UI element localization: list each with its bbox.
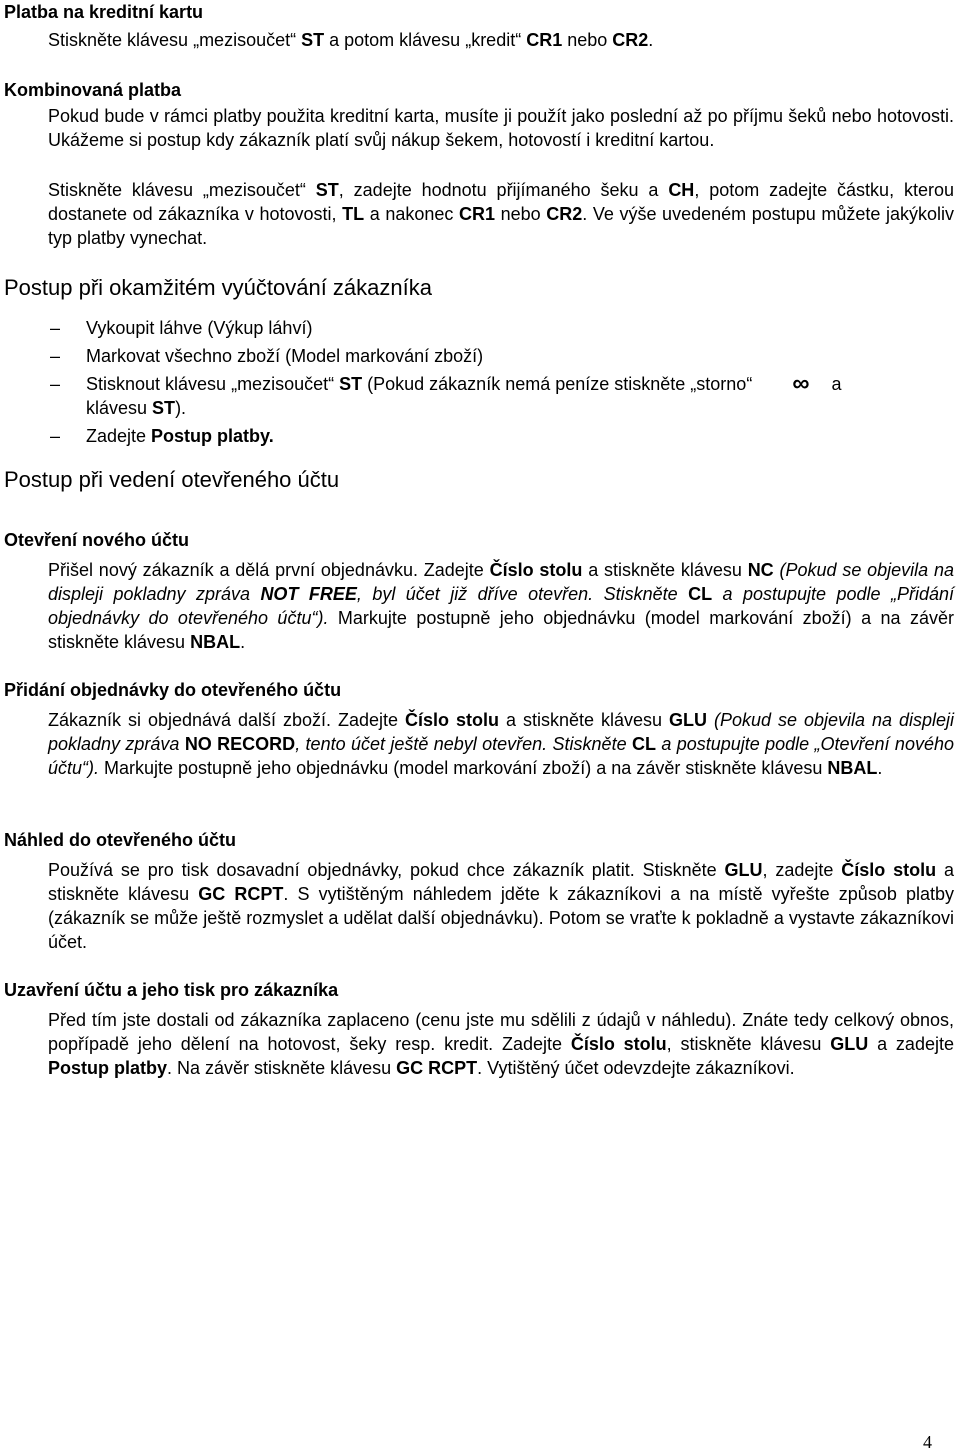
instant-billing-steps [44, 316, 924, 448]
list-item: – Markovat všechno zboží (Model markování zboží) [50, 346, 484, 366]
combined-payment-intro: Pokud bude v rámci platby použita kreditní karta, musíte ji použít jako poslední až po příjmu šeků nebo hotovosti. Ukážeme si postup kdy zákazník platí svůj nákup šekem, hotovostí i kreditní kartou. [48, 106, 954, 150]
infinity-symbol: ∞ [792, 370, 810, 397]
list-dash: – [50, 346, 61, 366]
preview-instructions: Používá se pro tisk dosavadní objednávky, pokud chce zákazník platit. Stiskněte GLU, zadejte Číslo stolu a stiskněte klávesu GC RCPT. S vytištěným náhledem jděte k zákazníkovi a na místě vyřešte způsob platby (zákazník se může ještě rozmyslet a udělat další objednávku). Potom se vraťte k pokladně a vystavte zákazníkovi účet. [48, 860, 954, 952]
heading-instant-billing: Postup při okamžitém vyúčtování zákazníka [4, 275, 432, 300]
combined-payment-steps: Stiskněte klávesu „mezisoučet“ ST, zadejte hodnotu přijímaného šeku a CH, potom zadejte částku, kterou dostanete od zákazníka v hotovosti, TL a nakonec CR1 nebo CR2. Ve výše uvedeném postupu můžete jakýkoliv typ platby vynechat. [48, 180, 954, 248]
list-dash: – [50, 426, 61, 446]
list-item: – Vykoupit láhve (Výkup láhví) [50, 318, 313, 338]
list-dash: – [50, 318, 61, 338]
heading-close-account: Uzavření účtu a jeho tisk pro zákazníka [4, 980, 339, 1000]
heading-credit-card: Platba na kreditní kartu [4, 2, 204, 22]
heading-new-account: Otevření nového účtu [4, 530, 190, 550]
list-dash: – [50, 374, 61, 394]
new-account-instructions: Přišel nový zákazník a dělá první objednávku. Zadejte Číslo stolu a stiskněte klávesu NC (Pokud se objevila na displeji pokladny zpráva NOT FREE, byl účet již dříve otevřen. Stiskněte CL a postupujte podle „Přidání objednávky do otevřeného účtu“). Markujte postupně jeho objednávku (model markování zboží) a na závěr stiskněte klávesu NBAL. [48, 560, 955, 652]
list-item: – Zadejte Postup platby. [50, 426, 274, 446]
page-number: 4 [923, 1432, 932, 1452]
list-item: – Stisknout klávesu „mezisoučet“ ST (Pokud zákazník nemá peníze stiskněte „storno“ ∞ a klávesu ST). [50, 370, 842, 418]
heading-combined-payment: Kombinovaná platba [4, 80, 182, 100]
heading-preview: Náhled do otevřeného účtu [4, 830, 237, 850]
add-order-instructions: Zákazník si objednává další zboží. Zadejte Číslo stolu a stiskněte klávesu GLU (Pokud se objevila na displeji pokladny zpráva NO RECORD, tento účet ještě nebyl otevřen. Stiskněte CL a postupujte podle „Otevření nového účtu“). Markujte postupně jeho objednávku (model markování zboží) a na závěr stiskněte klávesu NBAL. [48, 710, 954, 778]
heading-open-account: Postup při vedení otevřeného účtu [4, 467, 340, 492]
heading-add-order: Přidání objednávky do otevřeného účtu [4, 680, 342, 700]
close-account-instructions: Před tím jste dostali od zákazníka zaplaceno (cenu jste mu sdělili z údajů v náhledu). Znáte tedy celkový obnos, popřípadě jeho dělení na hotovost, šeky resp. kredit. Zadejte Číslo stolu, stiskněte klávesu GLU a zadejte Postup platby. Na závěr stiskněte klávesu GC RCPT. Vytištěný účet odevzdejte zákazníkovi. [48, 1010, 954, 1078]
credit-card-instructions: Stiskněte klávesu „mezisoučet“ ST a potom klávesu „kredit“ CR1 nebo CR2. [48, 30, 654, 50]
